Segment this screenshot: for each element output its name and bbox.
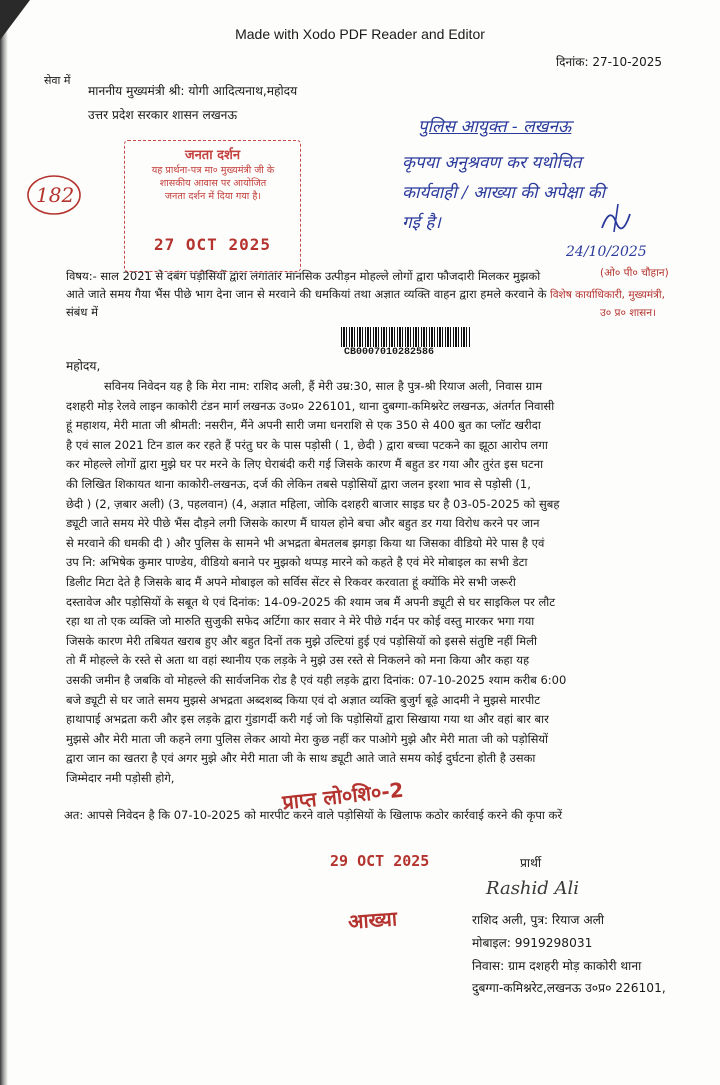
subject-line-2: आते जाते समय गैया भैंस पीछे भाग देना जान से मरवाने की धमकियां तथा अज्ञात व्यक्ति वाहन द्वारा हमले करवाने के bbox=[66, 287, 547, 301]
body-line: है एवं साल 2021 टिन डाल कर रहते हैं परंतु घर के पास पड़ोसी ( 1, छेदी ) द्वारा बच्चा पटकने का झूठा आरोप लगा bbox=[66, 437, 548, 452]
handwritten-note-line-2: कृपया अनुश्रवण कर यथोचित bbox=[402, 153, 582, 173]
body-line: जिम्मेदार नमी पड़ोसी होगे, bbox=[66, 771, 175, 785]
body-line: से मरवाने की धमकी दी ) और पुलिस के सामने भी अभद्रता बेमतलब झगड़ा किया था जिसका वीडियो मेरे पास है एवं bbox=[66, 535, 545, 550]
serial-number: 182 bbox=[36, 183, 75, 207]
subject-line-1: विषय:- साल 2021 से दबंग पड़ोसियों द्वारा लगातार मानसिक उत्पीड़न मोहल्ले लोगों द्वारा फौजदारी मिलकर मुझको bbox=[66, 269, 541, 283]
handwritten-note-line-4: गई है। bbox=[402, 213, 441, 233]
officer-seal-line-3: उ० प्र० शासन। bbox=[600, 307, 657, 319]
barcode-number: CB0007010282586 bbox=[344, 347, 435, 358]
body-line: सविनय निवेदन यह है कि मेरा नाम: राशिद अली, हैं मेरी उम्र:30, साल है पुत्र-श्री रियाज अली, निवास ग्राम bbox=[104, 379, 543, 393]
scan-edge-shadow bbox=[0, 0, 8, 1085]
body-line: ड्यूटी जाते समय मेरे पीछे भैंस दौड़ने लगी जिसके कारण मैं घायल होने बचा और बहुत डर गया विरोध करने पर जान bbox=[66, 516, 540, 531]
body-line: उसकी जमीन है जबकि वो मोहल्ले की सार्वजनिक रोड है एवं यही लड़के द्वारा दिनांक: 07-10-2025 श्याम करीब 6:00 bbox=[66, 673, 567, 687]
body-line: रहा था तो एक व्यक्ति जो मारुति सुजुकी सफेद अर्टिगा कार सवार ने मेरे पीछे गर्दन पर कोई वस्तु मारकर भगा गया bbox=[66, 614, 535, 629]
letter-date: दिनांक: 27-10-2025 bbox=[556, 55, 663, 69]
stamp-line-3: जनता दर्शन में दिया गया है। bbox=[164, 191, 262, 202]
body-line: डिलीट मिटा देते है जिसके बाद मैं अपने मोबाइल को सर्विस सेंटर से रिकवर करवाता हूं क्योंकि मेरे सभी जरूरी bbox=[66, 575, 516, 589]
barcode bbox=[341, 327, 471, 347]
officer-seal-line-2: विशेष कार्याधिकारी, मुख्यमंत्री, bbox=[550, 289, 665, 301]
body-line: उप नि: अभिषेक कुमार पाण्डेय, वीडियो बनाने पर मुझको थप्पड़ मारने को कहते है एवं मेरे मोबाइल का सभी डेटा bbox=[66, 555, 528, 570]
body-line: छेदी ) (2, ज़बार अली) (3, पहलवान) (4, अज्ञात महिला, जोकि दशहरी बाजार साइड घर है 03-05-2025 को सुबह bbox=[66, 496, 560, 511]
body-line: की लिखित शिकायत थाना काकोरी-लखनऊ, दर्ज की लेकिन तबसे पड़ोसियों द्वारा जलन इरशा भाव से पड़ोसी (1, bbox=[66, 477, 531, 491]
subject-line-3: संबंध में bbox=[66, 305, 98, 319]
body-line: बजे ड्यूटी से घर जाते समय मुझसे अभद्रता अब्दशब्द किया एवं दो अज्ञात व्यक्ति बुजुर्ग बूढ़े आदमी ने मुझसे मारपीट bbox=[66, 692, 541, 707]
sender-address-2: दुबग्गा-कमिश्नरेट,लखनऊ उ०प्र० 226101, bbox=[472, 981, 666, 995]
body-line: हूं महाशय, मेरी माता जी श्रीमती: नसरीन, मैंने अपनी सारी जमा धनराशि से एक 350 से 400 बुत का प्लॉट खरीदा bbox=[66, 418, 541, 433]
body-line: तो मैं मोहल्ले के रस्ते से अता था वहां स्थानीय एक लड़के ने मुझे उस रस्ते से निकलने को मना किया और कहा यह bbox=[66, 653, 530, 668]
closing: प्रार्थी bbox=[520, 856, 542, 870]
stamp-date: 27 OCT 2025 bbox=[154, 235, 271, 254]
recipient-line-1: माननीय मुख्यमंत्री श्री: योगी आदित्यनाथ,महोदय bbox=[88, 84, 298, 98]
officer-seal-line-1: (ओ० पी० चौहान) bbox=[600, 267, 669, 279]
body-line: द्वारा जान का खतरा है एवं अगर मुझे और मेरी माता जी के साथ ड्यूटी आते जाते समय कोई दुर्घटना होती है उसका bbox=[66, 751, 536, 766]
recipient-line-2: उत्तर प्रदेश सरकार शासन लखनऊ bbox=[88, 108, 238, 122]
received-stamp-sub: आख्या bbox=[347, 906, 398, 934]
salutation: महोदय, bbox=[66, 359, 101, 373]
handwritten-note-line-1: पुलिस आयुक्त - लखनऊ bbox=[418, 117, 572, 137]
stamp-title: जनता दर्शन bbox=[184, 148, 241, 163]
stamp-line-1: यह प्रार्थना-पत्र मा० मुख्यमंत्री जी के bbox=[151, 165, 275, 176]
received-stamp-label: प्राप्त लो०शि०-2 bbox=[281, 777, 405, 815]
janta-darshan-stamp bbox=[124, 140, 301, 272]
sender-name: राशिद अली, पुत्र: रियाज अली bbox=[472, 913, 605, 927]
to-label: सेवा में bbox=[44, 74, 71, 87]
sender-mobile: मोबाइल: 9919298031 bbox=[472, 936, 593, 950]
stamp-line-2: शासकीय आवास पर आयोजित bbox=[159, 178, 267, 189]
handwritten-note-line-3: कार्यवाही / आख्या की अपेक्षा की bbox=[402, 183, 606, 203]
handwritten-date: 24/10/2025 bbox=[566, 244, 647, 260]
request-line: अत: आपसे निवेदन है कि 07-10-2025 को मारपीट करने वाले पड़ोसियों के खिलाफ कठोर कार्रवाई करने की कृपा करें bbox=[64, 808, 563, 822]
xodo-watermark: Made with Xodo PDF Reader and Editor bbox=[235, 26, 485, 42]
body-line: हाथापाई अभद्रता करी और इस लड़के द्वारा गुंडागर्दी करी गई जो कि पड़ोसियों द्वारा सिखाया गया था और वहां बार बार bbox=[66, 712, 549, 727]
sender-address-1: निवास: ग्राम दशहरी मोड़ काकोरी थाना bbox=[472, 959, 642, 973]
signature: Rashid Ali bbox=[486, 878, 580, 899]
received-stamp-date: 29 OCT 2025 bbox=[330, 852, 430, 870]
initials-icon bbox=[596, 200, 636, 240]
body-line: कर मोहल्ले लोगों द्वारा मुझे घर पर मरने के लिए घेराबंदी करी गई जिसके कारण मैं बहुत डर गया और तुरंत इस घटना bbox=[66, 457, 544, 472]
body-line: मुझसे और मेरी माता जी कहने लगा पुलिस लेकर आयो मेरा कुछ नहीं कर पाओगे मुझे और मेरी माता जी को पड़ोसियों bbox=[66, 731, 548, 746]
body-line: जिसके कारण मेरी तबियत खराब हुए और बहुत दिनों तक मुझे उल्टियां हुई एवं पड़ोसियों को इससे संतुष्टि नहीं मिली bbox=[66, 633, 537, 648]
body-line: दस्तावेज और पड़ोसियों के सबूत थे एवं दिनांक: 14-09-2025 की श्याम जब मैं अपनी ड्यूटी से घर साइकिल पर लौट bbox=[66, 594, 556, 609]
body-line: दशहरी मोड़ रेलवे लाइन काकोरी टंडन मार्ग लखनऊ उ०प्र० 226101, थाना दुबग्गा-कमिश्नरेट लखनऊ, अंतर्गत निवासी bbox=[66, 398, 555, 413]
